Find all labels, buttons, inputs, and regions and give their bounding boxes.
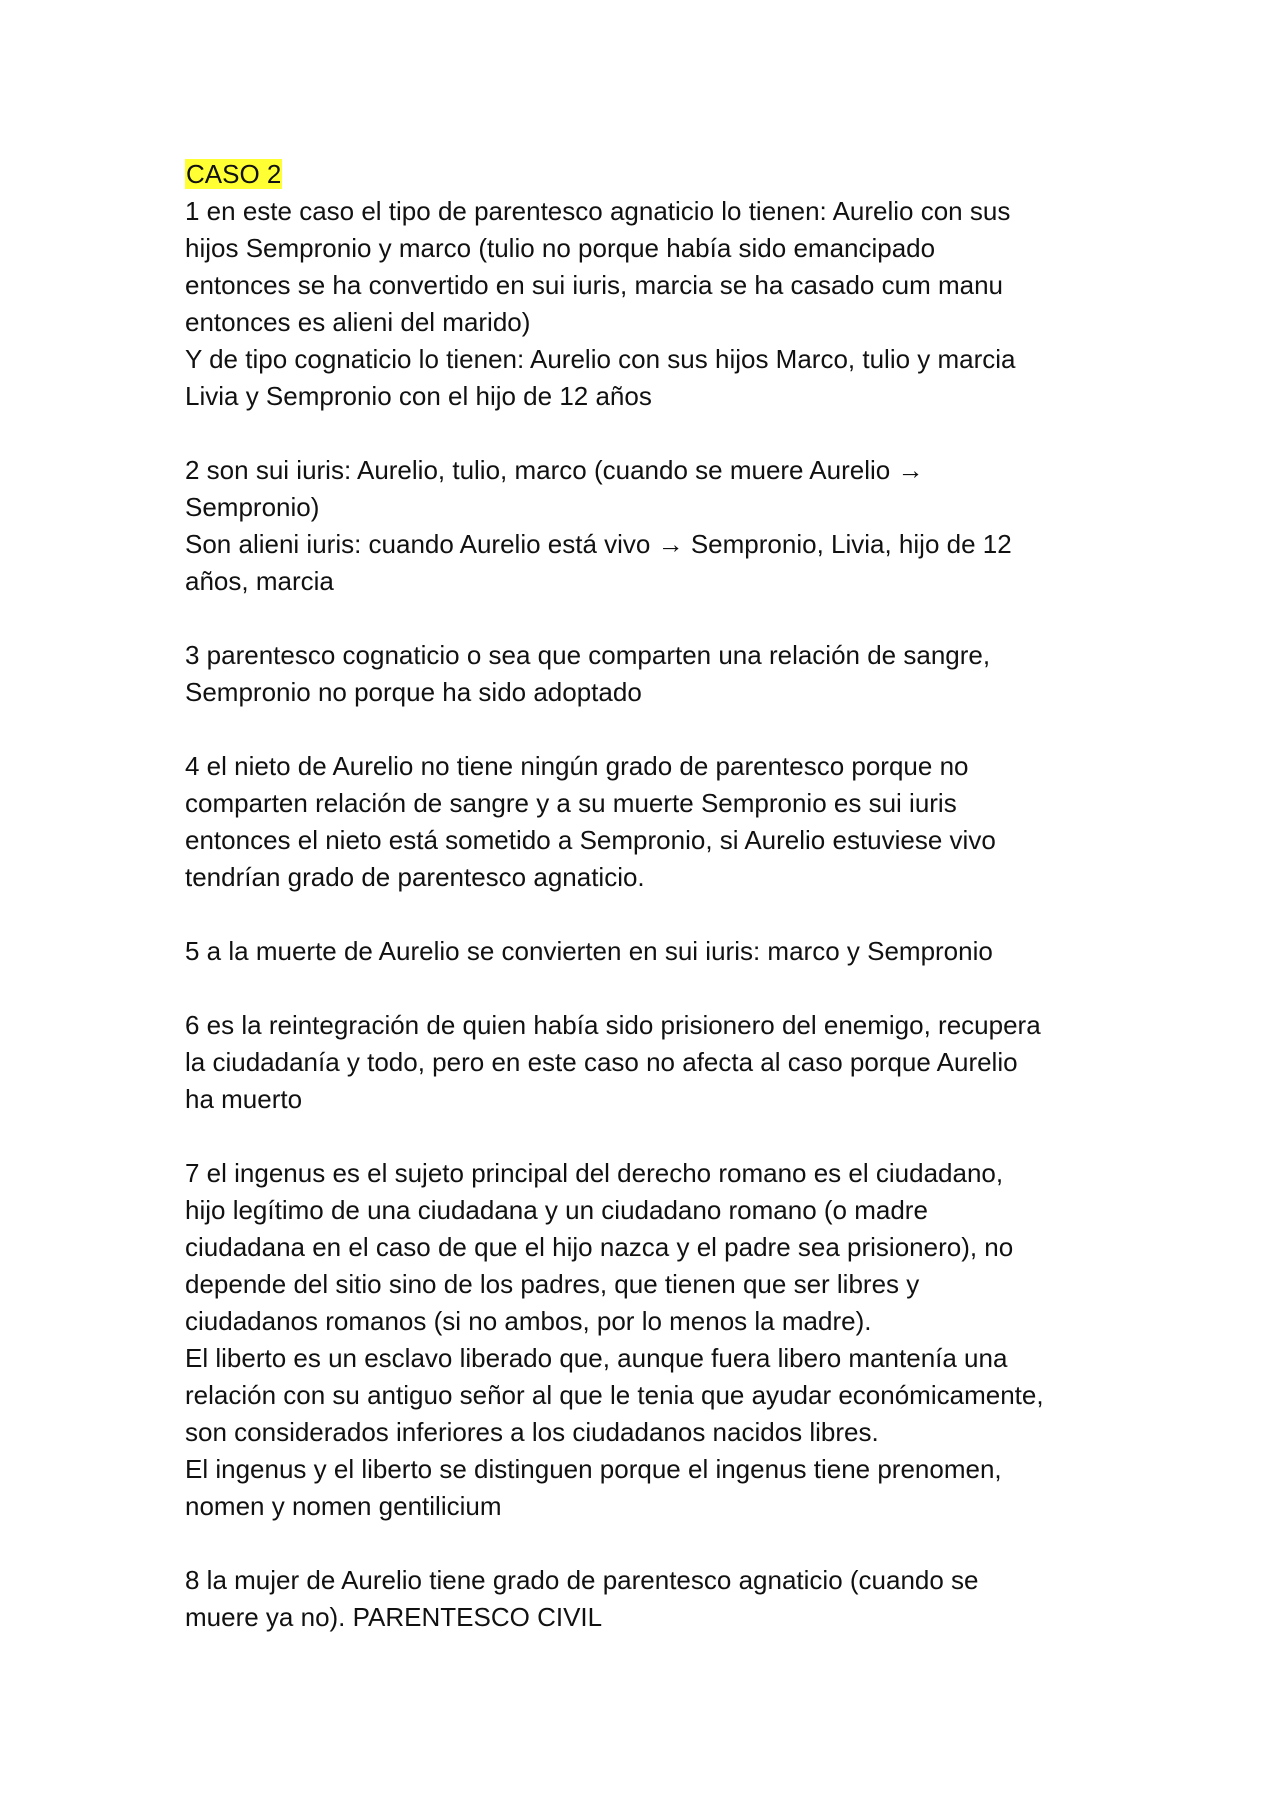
text-line: tendrían grado de parentesco agnaticio. — [185, 862, 645, 892]
text-line: Sempronio no porque ha sido adoptado — [185, 677, 642, 707]
text-line: nomen y nomen gentilicium — [185, 1491, 502, 1521]
text-line: depende del sitio sino de los padres, que tienen que ser libres y — [185, 1269, 920, 1299]
text-line: entonces el nieto está sometido a Sempronio, si Aurelio estuviese vivo — [185, 825, 996, 855]
text-line: 6 es la reintegración de quien había sido prisionero del enemigo, recupera — [185, 1010, 1041, 1040]
text-line: relación con su antiguo señor al que le tenia que ayudar económicamente, — [185, 1380, 1044, 1410]
case-heading: CASO 2 — [186, 159, 282, 189]
document-body — [185, 156, 1125, 1636]
text-line: muere ya no). PARENTESCO CIVIL — [185, 1602, 603, 1632]
blank-line — [185, 1525, 1125, 1562]
text-line: 5 a la muerte de Aurelio se convierten en sui iuris: marco y Sempronio — [185, 936, 993, 966]
text-line: ciudadanos romanos (si no ambos, por lo menos la madre). — [185, 1306, 872, 1336]
blank-line — [185, 711, 1125, 748]
text-line: 2 son sui iuris: Aurelio, tulio, marco (cuando se muere Aurelio → — [185, 455, 924, 485]
text-line: 1 en este caso el tipo de parentesco agnaticio lo tienen: Aurelio con sus — [185, 196, 1011, 226]
text-line: ha muerto — [185, 1084, 303, 1114]
text-line: Son alieni iuris: cuando Aurelio está vivo → Sempronio, Livia, hijo de 12 — [185, 529, 1012, 559]
text-line: comparten relación de sangre y a su muerte Sempronio es sui iuris — [185, 788, 957, 818]
blank-line — [185, 970, 1125, 1007]
text-line: 7 el ingenus es el sujeto principal del derecho romano es el ciudadano, — [185, 1158, 1004, 1188]
text-line: entonces se ha convertido en sui iuris, marcia se ha casado cum manu — [185, 270, 1003, 300]
text-line: Livia y Sempronio con el hijo de 12 años — [185, 381, 652, 411]
text-line: 4 el nieto de Aurelio no tiene ningún grado de parentesco porque no — [185, 751, 969, 781]
text-line: entonces es alieni del marido) — [185, 307, 531, 337]
paragraph-lines — [185, 193, 1125, 1636]
blank-line — [185, 415, 1125, 452]
text-line: Sempronio) — [185, 492, 320, 522]
text-line: ciudadana en el caso de que el hijo nazca y el padre sea prisionero), no — [185, 1232, 1014, 1262]
heading-line — [185, 156, 1125, 193]
text-line: 3 parentesco cognaticio o sea que comparten una relación de sangre, — [185, 640, 991, 670]
text-line: años, marcia — [185, 566, 334, 596]
text-line: la ciudadanía y todo, pero en este caso no afecta al caso porque Aurelio — [185, 1047, 1018, 1077]
text-line: 8 la mujer de Aurelio tiene grado de parentesco agnaticio (cuando se — [185, 1565, 979, 1595]
text-line: son considerados inferiores a los ciudadanos nacidos libres. — [185, 1417, 879, 1447]
text-line: El ingenus y el liberto se distinguen porque el ingenus tiene prenomen, — [185, 1454, 1002, 1484]
text-line: Y de tipo cognaticio lo tienen: Aurelio con sus hijos Marco, tulio y marcia — [185, 344, 1016, 374]
blank-line — [185, 896, 1125, 933]
blank-line — [185, 1118, 1125, 1155]
text-line: hijo legítimo de una ciudadana y un ciudadano romano (o madre — [185, 1195, 928, 1225]
text-line: hijos Sempronio y marco (tulio no porque había sido emancipado — [185, 233, 936, 263]
text-line: El liberto es un esclavo liberado que, aunque fuera libero mantenía una — [185, 1343, 1008, 1373]
blank-line — [185, 600, 1125, 637]
